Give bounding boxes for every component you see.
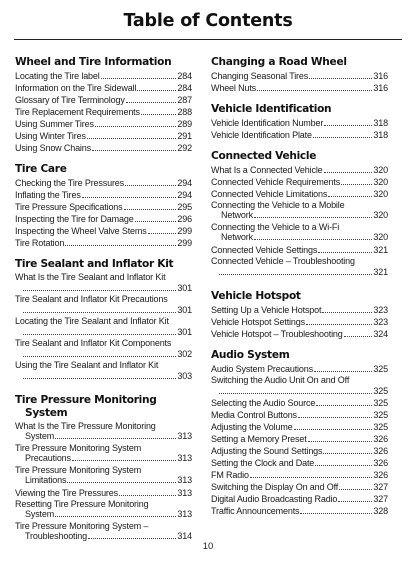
toc-entry[interactable] <box>211 397 388 409</box>
entry-page: 326 <box>373 434 388 444</box>
toc-entry[interactable] <box>211 481 388 493</box>
entry-title: Tire Sealant and Inflator Kit Precautions <box>15 294 168 304</box>
toc-entry[interactable] <box>15 82 192 94</box>
entry-page: 313 <box>177 475 192 485</box>
entry-title: Adjusting the Volume <box>211 422 293 432</box>
dot-leader <box>344 329 373 337</box>
entry-page: 299 <box>177 238 192 248</box>
dot-leader <box>306 317 372 325</box>
entry-list <box>211 363 388 517</box>
entry-page: 320 <box>373 210 388 220</box>
entry-title: Checking the Tire Pressures <box>15 178 124 188</box>
toc-entry[interactable] <box>211 176 388 188</box>
entry-page: 325 <box>373 422 388 432</box>
dot-leader <box>328 189 372 197</box>
dot-leader <box>219 267 372 275</box>
dot-leader <box>316 398 372 406</box>
dot-leader <box>87 131 177 139</box>
toc-entry[interactable] <box>15 338 192 360</box>
entry-page: 323 <box>373 305 388 315</box>
entry-line-2 <box>15 282 192 294</box>
dot-leader <box>67 475 176 483</box>
toc-entry[interactable] <box>211 409 388 421</box>
entry-title: Tire Pressure Specifications <box>15 202 123 212</box>
toc-entry[interactable] <box>211 421 388 433</box>
toc-entry[interactable] <box>211 222 388 244</box>
entry-title: Vehicle Hotspot Settings <box>211 317 305 327</box>
toc-entry[interactable] <box>211 493 388 505</box>
dot-leader <box>101 71 177 79</box>
entry-title: Viewing the Tire Pressures <box>15 488 118 498</box>
dot-leader <box>315 458 372 466</box>
toc-section <box>211 103 388 141</box>
entry-page: 301 <box>177 305 192 315</box>
entry-title: FM Radio <box>211 470 249 480</box>
entry-page: 325 <box>373 398 388 408</box>
dot-leader <box>23 283 176 291</box>
dot-leader <box>298 410 373 418</box>
toc-section <box>211 56 388 94</box>
toc-entry[interactable] <box>211 457 388 469</box>
entry-page: 318 <box>373 130 388 140</box>
section-heading-text: Wheel and Tire Information <box>15 56 172 68</box>
entry-title: Switching the Display On and Off <box>211 482 339 492</box>
toc-section <box>15 56 192 154</box>
entry-page: 299 <box>177 226 192 236</box>
entry-page: 320 <box>373 189 388 199</box>
entry-page: 326 <box>373 446 388 456</box>
entry-list <box>211 164 388 278</box>
entry-page: 289 <box>177 119 192 129</box>
entry-title: Inflating the Tires <box>15 190 81 200</box>
entry-title: Connecting the Vehicle to a Wi-Fi <box>211 222 340 232</box>
dot-leader <box>72 453 177 461</box>
dot-leader <box>257 83 372 91</box>
dot-leader <box>294 422 373 430</box>
entry-line-2 <box>15 431 192 442</box>
entry-page: 287 <box>177 95 192 105</box>
entry-line-2 <box>15 304 192 316</box>
entry-page: 314 <box>177 531 192 541</box>
toc-entry[interactable] <box>211 469 388 481</box>
toc-section <box>15 258 192 382</box>
section-heading-text: Connected Vehicle <box>211 150 317 162</box>
entry-title-continuation: Network <box>221 210 253 220</box>
dot-leader <box>23 371 176 379</box>
entry-list <box>211 304 388 340</box>
toc-entry[interactable] <box>211 164 388 176</box>
entry-page: 321 <box>373 245 388 255</box>
entry-title: What Is a Connected Vehicle <box>211 165 323 175</box>
entry-line-2 <box>15 370 192 382</box>
entry-title: Using Winter Tires <box>15 131 86 141</box>
dot-leader <box>314 364 372 372</box>
dot-leader <box>300 506 372 514</box>
entry-title: What Is the Tire Pressure Monitoring <box>15 421 156 431</box>
entry-list <box>15 177 192 249</box>
entry-page: 313 <box>177 431 192 441</box>
toc-entry[interactable] <box>211 188 388 200</box>
header-divider <box>14 39 402 40</box>
dot-leader <box>137 83 176 91</box>
toc-section <box>211 349 388 517</box>
entry-page: 292 <box>177 143 192 153</box>
dot-leader <box>339 482 372 490</box>
toc-entry[interactable] <box>211 316 388 328</box>
entry-page: 327 <box>373 494 388 504</box>
dot-leader <box>313 130 373 138</box>
toc-section <box>211 150 388 278</box>
entry-title-continuation: Limitations <box>25 475 67 485</box>
toc-section <box>15 163 192 249</box>
toc-entry[interactable] <box>15 237 192 249</box>
dot-leader <box>126 95 177 103</box>
entry-page: 288 <box>177 107 192 117</box>
dot-leader <box>322 305 372 313</box>
entry-title: What Is the Tire Sealant and Inflator Kit <box>15 272 166 282</box>
entry-title: Tire Replacement Requirements <box>15 107 140 117</box>
entry-title: Setting a Memory Preset <box>211 434 307 444</box>
entry-title-continuation: Precautions <box>25 453 71 463</box>
section-heading <box>15 394 192 420</box>
entry-page: 284 <box>177 71 192 81</box>
toc-entry[interactable] <box>211 363 388 375</box>
toc-entry[interactable] <box>15 118 192 130</box>
entry-title: Tire Pressure Monitoring System – <box>15 521 149 531</box>
toc-entry[interactable] <box>15 316 192 338</box>
dot-leader <box>88 531 176 539</box>
toc-entry[interactable] <box>15 521 192 543</box>
dot-leader <box>23 349 176 357</box>
entry-page: 301 <box>177 327 192 337</box>
section-heading <box>15 258 192 271</box>
entry-page: 325 <box>373 364 388 374</box>
dot-leader <box>92 143 176 151</box>
section-heading <box>211 103 388 116</box>
entry-title: Tire Pressure Monitoring System <box>15 465 142 475</box>
entry-title: Changing Seasonal Tires <box>211 71 309 81</box>
entry-title: Media Control Buttons <box>211 410 297 420</box>
entry-line-2 <box>15 326 192 338</box>
entry-title: Vehicle Identification Number <box>211 118 324 128</box>
dot-leader <box>254 210 372 218</box>
toc-entry[interactable] <box>15 465 192 487</box>
entry-title: Tire Pressure Monitoring System <box>15 443 142 453</box>
toc-entry[interactable] <box>15 106 192 118</box>
entry-title: Locating the Tire Sealant and Inflator Kit <box>15 316 169 326</box>
entry-page: 296 <box>177 214 192 224</box>
entry-page: 324 <box>373 329 388 339</box>
section-heading-text: Tire Care <box>15 163 67 175</box>
dot-leader <box>254 232 372 240</box>
entry-page: 328 <box>373 506 388 516</box>
entry-page: 325 <box>373 410 388 420</box>
dot-leader <box>65 238 176 246</box>
entry-title-continuation: System <box>25 431 55 441</box>
toc-entry[interactable] <box>211 256 388 278</box>
entry-page: 326 <box>373 458 388 468</box>
page-number: 10 <box>202 541 214 552</box>
entry-title: Adjusting the Sound Settings <box>211 446 323 456</box>
toc-entry[interactable] <box>211 445 388 457</box>
dot-leader <box>324 165 373 173</box>
toc-entry[interactable] <box>15 130 192 142</box>
dot-leader <box>55 509 176 517</box>
dot-leader <box>82 190 177 198</box>
entry-page: 320 <box>373 177 388 187</box>
toc-entry[interactable] <box>211 117 388 129</box>
toc-entry[interactable] <box>15 443 192 465</box>
toc-entry[interactable] <box>15 225 192 237</box>
dot-leader <box>318 245 372 253</box>
toc-entry[interactable] <box>15 177 192 189</box>
section-heading <box>15 56 192 69</box>
dot-leader <box>341 177 372 185</box>
entry-title: Traffic Announcements <box>211 506 300 516</box>
toc-entry[interactable] <box>15 213 192 225</box>
toc-entry[interactable] <box>211 129 388 141</box>
section-heading-text: Vehicle Hotspot <box>211 290 301 302</box>
dot-leader <box>324 118 372 126</box>
entry-page: 321 <box>373 267 388 277</box>
toc-entry[interactable] <box>15 142 192 154</box>
toc-entry[interactable] <box>211 244 388 256</box>
entry-title: Switching the Audio Unit On and Off <box>211 375 350 385</box>
section-heading-text: Tire Sealant and Inflator Kit <box>15 258 174 270</box>
entry-page: 291 <box>177 131 192 141</box>
dot-leader <box>309 71 372 79</box>
entry-page: 320 <box>373 232 388 242</box>
entry-page: 325 <box>373 386 388 396</box>
dot-leader <box>338 494 372 502</box>
entry-title: Connected Vehicle Settings <box>211 245 318 255</box>
entry-page: 316 <box>373 71 388 81</box>
entry-title: Wheel Nuts <box>211 83 257 93</box>
section-heading <box>211 290 388 303</box>
toc-entry[interactable] <box>15 189 192 201</box>
entry-page: 313 <box>177 509 192 519</box>
toc-entry[interactable] <box>15 294 192 316</box>
entry-title: Tire Rotation <box>15 238 65 248</box>
toc-column-right <box>211 56 388 517</box>
dot-leader <box>119 488 176 496</box>
toc-entry[interactable] <box>211 505 388 517</box>
entry-title: Using the Tire Sealant and Inflator Kit <box>15 360 159 370</box>
dot-leader <box>23 305 176 313</box>
entry-page: 294 <box>177 190 192 200</box>
section-heading-text: Tire Pressure Monitoring <box>15 394 157 406</box>
section-heading-text: Changing a Road Wheel <box>211 56 347 68</box>
entry-title: Vehicle Identification Plate <box>211 130 312 140</box>
toc-entry[interactable] <box>211 82 388 94</box>
entry-title: Setting Up a Vehicle Hotspot <box>211 305 322 315</box>
entry-title: Setting the Clock and Date <box>211 458 315 468</box>
entry-line-2 <box>15 453 192 464</box>
section-heading-text: Vehicle Identification <box>211 103 332 115</box>
dot-leader <box>323 446 372 454</box>
dot-leader <box>148 226 177 234</box>
entry-page: 313 <box>177 488 192 498</box>
toc-entry[interactable] <box>211 328 388 340</box>
section-heading <box>211 56 388 69</box>
entry-page: 303 <box>177 371 192 381</box>
section-heading <box>211 150 388 163</box>
dot-leader <box>125 178 176 186</box>
entry-line-2 <box>211 210 388 221</box>
entry-title-continuation: System <box>25 509 55 519</box>
entry-title: Resetting Tire Pressure Monitoring <box>15 499 149 509</box>
dot-leader <box>250 470 373 478</box>
toc-entry[interactable] <box>15 499 192 521</box>
section-heading-continuation: System <box>25 407 68 419</box>
dot-leader <box>124 202 177 210</box>
entry-title: Glossary of Tire Terminology <box>15 95 125 105</box>
page-header <box>0 0 416 48</box>
page-title: Table of Contents <box>123 11 293 31</box>
toc-entry[interactable] <box>211 200 388 222</box>
toc-section <box>211 290 388 340</box>
entry-page: 323 <box>373 317 388 327</box>
entry-list <box>211 117 388 141</box>
dot-leader <box>135 214 177 222</box>
entry-title: Digital Audio Broadcasting Radio <box>211 494 338 504</box>
dot-leader <box>141 107 177 115</box>
dot-leader <box>308 434 373 442</box>
entry-line-2 <box>211 385 388 397</box>
entry-page: 294 <box>177 178 192 188</box>
entry-line-2 <box>15 475 192 486</box>
entry-list <box>211 70 388 94</box>
entry-title: Using Summer Tires <box>15 119 94 129</box>
toc-entry[interactable] <box>15 360 192 382</box>
dot-leader <box>95 119 177 127</box>
entry-page: 301 <box>177 283 192 293</box>
entry-title-continuation: Troubleshooting <box>25 531 87 541</box>
entry-list <box>15 70 192 154</box>
entry-title: Connected Vehicle – Troubleshooting <box>211 256 355 266</box>
entry-page: 295 <box>177 202 192 212</box>
entry-page: 313 <box>177 453 192 463</box>
entry-page: 318 <box>373 118 388 128</box>
toc-column-left <box>15 56 192 543</box>
toc-entry[interactable] <box>15 487 192 499</box>
entry-title: Information on the Tire Sidewall <box>15 83 137 93</box>
toc-section <box>15 394 192 543</box>
entry-page: 327 <box>373 482 388 492</box>
toc-entry[interactable] <box>15 272 192 294</box>
toc-entry[interactable] <box>211 70 388 82</box>
entry-title: Connected Vehicle Limitations <box>211 189 328 199</box>
entry-line-2 <box>211 266 388 278</box>
entry-page: 316 <box>373 83 388 93</box>
entry-page: 320 <box>373 165 388 175</box>
section-heading <box>15 163 192 176</box>
section-heading <box>211 349 388 362</box>
entry-page: 326 <box>373 470 388 480</box>
entry-list <box>15 272 192 382</box>
entry-line-2 <box>15 348 192 360</box>
entry-title: Vehicle Hotspot – Troubleshooting <box>211 329 343 339</box>
dot-leader <box>55 431 176 439</box>
entry-title: Audio System Precautions <box>211 364 313 374</box>
toc-entry[interactable] <box>211 304 388 316</box>
toc-entry[interactable] <box>15 421 192 443</box>
entry-title: Locating the Tire label <box>15 71 100 81</box>
entry-title-continuation: Network <box>221 232 253 242</box>
entry-line-2 <box>15 509 192 520</box>
toc-entry[interactable] <box>211 433 388 445</box>
entry-title: Selecting the Audio Source <box>211 398 316 408</box>
entry-title: Inspecting the Wheel Valve Stems <box>15 226 147 236</box>
entry-title: Connecting the Vehicle to a Mobile <box>211 200 345 210</box>
entry-line-2 <box>211 232 388 243</box>
entry-page: 284 <box>177 83 192 93</box>
entry-title: Inspecting the Tire for Damage <box>15 214 134 224</box>
entry-page: 302 <box>177 349 192 359</box>
toc-entry[interactable] <box>15 94 192 106</box>
entry-title: Tire Sealant and Inflator Kit Components <box>15 338 172 348</box>
dot-leader <box>219 386 372 394</box>
dot-leader <box>23 327 176 335</box>
entry-title: Connected Vehicle Requirements <box>211 177 341 187</box>
toc-entry[interactable] <box>15 201 192 213</box>
entry-list <box>15 421 192 543</box>
entry-title: Using Snow Chains <box>15 143 91 153</box>
section-heading-text: Audio System <box>211 349 290 361</box>
toc-entry[interactable] <box>211 375 388 397</box>
toc-entry[interactable] <box>15 70 192 82</box>
